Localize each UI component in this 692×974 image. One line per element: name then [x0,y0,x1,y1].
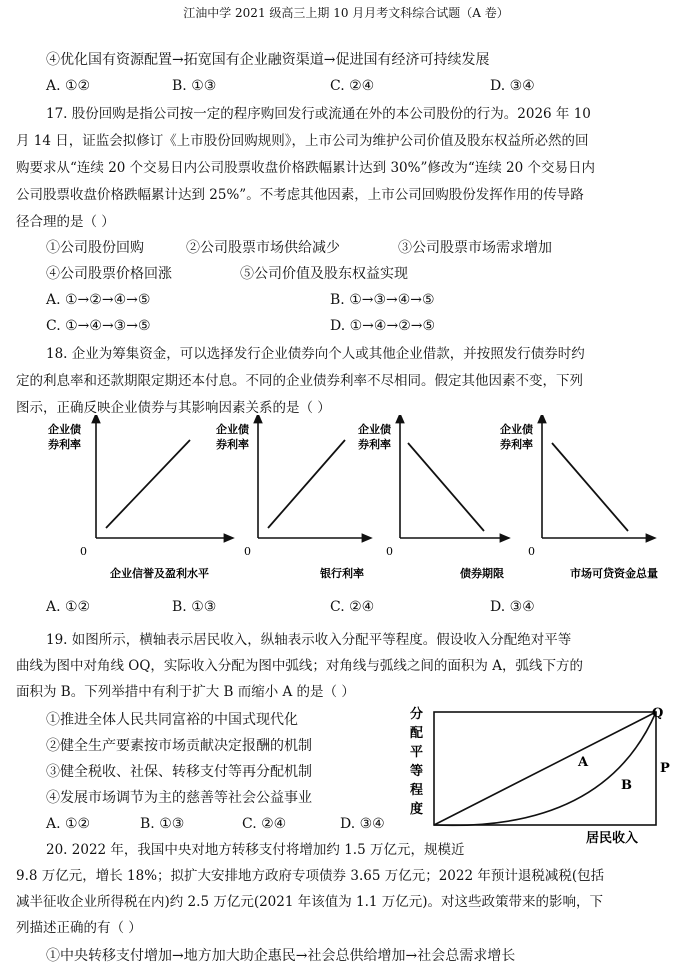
q20-line: 减半征收企业所得税在内)约 2.5 万亿元(2021 年该值为 1.1 万亿元)。对这些政策带来的影响，下 [16,894,604,910]
q18-line: 18. 企业为筹集资金，可以选择发行企业债券向个人或其他企业借款，并按照发行债券时约 [46,346,585,362]
q16-option-a: A. ①② [46,78,91,94]
q17-line: 购要求从“连续 20 个交易日内公司股票收盘价格跌幅累计达到 30%”修改为“连续 20 个交易日内 [16,160,596,176]
svg-text:度: 度 [410,802,424,817]
q17-option-c: C. ①→④→③→⑤ [46,318,151,334]
q18-charts [0,415,692,587]
q18-chart-2-xlabel: 银行利率 [320,567,364,580]
q18-chart-3-xlabel: 债券期限 [460,567,504,580]
q19-label-p: P [660,761,670,776]
q19-item: ②健全生产要素按市场贡献决定报酬的机制 [46,738,312,754]
q19-line: 曲线为图中对角线 OQ，实际收入分配为图中弧线；对角线与弧线之间的面积为 A，弧线下方的 [16,658,583,674]
svg-text:分: 分 [410,707,424,722]
q16-option-b: B. ①③ [172,78,217,94]
q18-chart-2-ylabel: 券利率 [216,438,249,451]
q19-diagram [404,702,676,848]
q17-item: ①公司股份回购 [46,240,144,256]
q16-item-4: ④优化国有资源配置→拓宽国有企业融资渠道→促进国有经济可持续发展 [46,52,490,68]
q17-line: 月 14 日，证监会拟修订《上市股份回购规则》，上市公司为维护公司价值及股东权益所必然的回 [16,133,589,149]
q17-option-a: A. ①→②→④→⑤ [46,292,151,308]
q19-item: ④发展市场调节为主的慈善等社会公益事业 [46,790,312,806]
q18-chart-1-line [106,440,190,528]
q19-option-b: B. ①③ [140,816,185,832]
q18-chart-2-line [268,440,345,528]
q18-option-a: A. ①② [46,599,91,615]
q18-chart-1-ylabel: 券利率 [48,438,81,451]
q19-item: ③健全税收、社保、转移支付等再分配机制 [46,764,312,780]
q17-option-d: D. ①→④→②→⑤ [330,318,436,334]
q17-item: ⑤公司价值及股东权益实现 [240,266,408,282]
q17-line: 17. 股份回购是指公司按一定的程序购回发行或流通在外的本公司股份的行为。2026 年 10 [46,106,591,122]
svg-text:程: 程 [410,783,424,798]
q18-chart-4-origin: 0 [528,545,535,558]
q16-option-c: C. ②④ [330,78,375,94]
q19-line: 19. 如图所示，横轴表示居民收入，纵轴表示收入分配平等程度。假设收入分配绝对平等 [46,632,572,648]
q18-option-b: B. ①③ [172,599,217,615]
q18-line: 图示，正确反映企业债券与其影响因素关系的是（ ） [16,400,331,416]
q16-option-d: D. ③④ [490,78,535,94]
q18-chart-3-origin: 0 [386,545,393,558]
q20-item: ①中央转移支付增加→地方加大助企惠民→社会总供给增加→社会总需求增长 [46,948,516,964]
q19-line: 面积为 B。下列举措中有利于扩大 B 而缩小 A 的是（ ） [16,684,355,700]
q18-chart-4-line [552,443,628,531]
svg-text:配: 配 [410,726,424,741]
q18-chart-2-ylabel: 企业债 [216,423,249,436]
q18-chart-1-ylabel: 企业债 [48,423,81,436]
q19-option-d: D. ③④ [340,816,385,832]
q18-chart-3-ylabel: 企业债 [358,423,391,436]
q18-chart-2 [216,417,368,580]
q18-option-d: D. ③④ [490,599,535,615]
q19-diagonal-oq [434,712,656,825]
q17-item: ④公司股票价格回涨 [46,266,172,282]
q18-chart-1-origin: 0 [80,545,87,558]
q19-label-b: B [621,778,632,793]
q19-item: ①推进全体人民共同富裕的中国式现代化 [46,712,298,728]
q20-line: 列描述正确的有（ ） [16,920,142,936]
q17-item: ②公司股票市场供给减少 [186,240,340,256]
q18-chart-4-ylabel: 券利率 [500,438,533,451]
q19-label-q: Q [652,706,664,721]
q18-chart-4-ylabel: 企业债 [500,423,533,436]
q19-option-a: A. ①② [46,816,91,832]
q18-chart-4 [500,417,658,580]
q17-option-b: B. ①→③→④→⑤ [330,292,435,308]
q17-item: ③公司股票市场需求增加 [398,240,552,256]
q20-line: 20. 2022 年，我国中央对地方转移支付将增加约 1.5 万亿元，规模近 [46,842,465,858]
q18-chart-1-xlabel: 企业信誉及盈利水平 [110,567,209,580]
svg-text:等: 等 [410,764,424,779]
q19-label-a: A [578,755,589,770]
q18-chart-1 [48,417,230,580]
q18-chart-2-origin: 0 [244,545,251,558]
q18-chart-3 [358,417,506,580]
q19-xlabel: 居民收入 [586,831,639,846]
page-header: 江油中学 2021 级高三上期 10 月月考文科综合试题（A 卷） [183,6,509,20]
q20-line: 9.8 万亿元，增长 18%；拟扩大安排地方政府专项债券 3.65 万亿元；2022 年预计退税减税(包括 [16,868,605,884]
q17-line: 径合理的是（ ） [16,214,115,230]
q19-ylabel [410,706,423,817]
q18-option-c: C. ②④ [330,599,375,615]
q19-option-c: C. ②④ [242,816,287,832]
q18-line: 定的利息率和还款期限定期还本付息。不同的企业债券利率不尽相同。假定其他因素不变，下列 [16,373,583,389]
q17-line: 公司股票收盘价格跌幅累计达到 25%”。不考虑其他因素，上市公司回购股份发挥作用的传导路 [16,187,584,203]
q18-chart-3-ylabel: 券利率 [358,438,391,451]
q18-chart-4-xlabel: 市场可贷资金总量 [570,567,658,580]
q18-chart-3-line [408,443,484,531]
svg-text:平: 平 [410,745,424,760]
